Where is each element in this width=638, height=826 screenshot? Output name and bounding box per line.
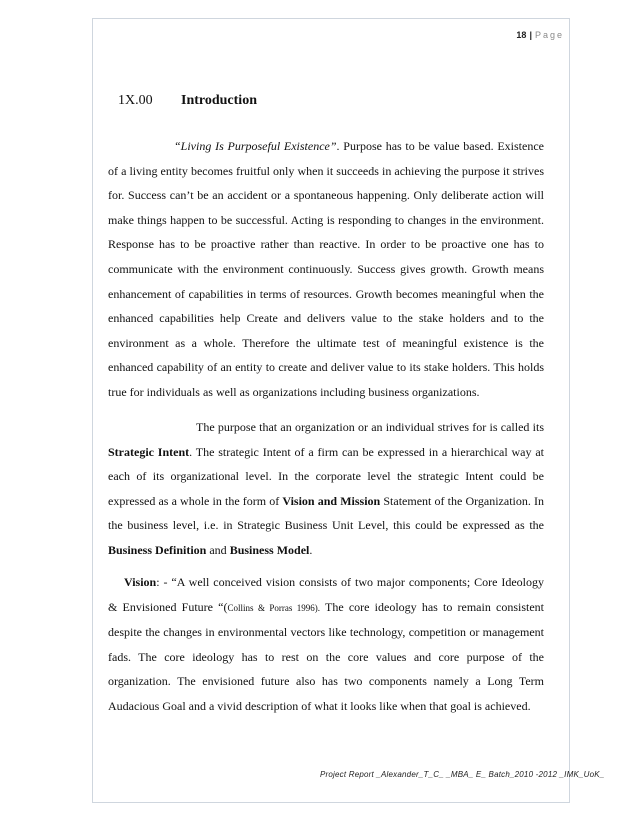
page-number-word: Page (534, 30, 564, 40)
paragraph-text: . (309, 542, 313, 557)
bold-term-vision-mission: Vision and Mission (282, 493, 381, 508)
footer-text: Project Report _Alexander_T_C_ _MBA_ E_ Batch_2010 -2012 _IMK_UoK_ (320, 770, 605, 779)
section-heading (118, 93, 257, 109)
section-title: Introduction (181, 93, 257, 108)
paragraph-text: and (206, 542, 230, 557)
paragraph-vision (108, 570, 544, 719)
page-number-separator: | (529, 30, 532, 40)
bold-term-business-model: Business Model (229, 542, 310, 557)
paragraph-text: Statement of the Organization. In the business level, i.e. in Strategic Business Unit Level, this could be expressed as the (108, 493, 544, 533)
paragraph-purpose (108, 134, 544, 405)
paragraph-strategic-intent (108, 415, 544, 563)
paragraph-text: . The strategic Intent of a firm can be expressed in a hierarchical way at each of its organizational level. In the corporate level the strategic Intent could be expressed as a whole in the form of (108, 444, 544, 508)
bold-term-strategic-intent: Strategic Intent (108, 444, 190, 459)
paragraph-text: The core ideology has to remain consistent despite the changes in environmental vectors like technology, competition or management fads. The core ideology has to rest on the core values and core purpose of the organization. The envisioned future also has two components namely a Long Term Audacious Goal and a vivid description of what it looks like when that goal is achieved. (108, 599, 544, 713)
vision-label: Vision (124, 575, 157, 589)
citation: Collins & Porras 1996). (227, 602, 321, 613)
section-number: 1X.00 (118, 93, 153, 108)
page-number-value: 18 (516, 30, 527, 40)
page-number (516, 30, 564, 40)
quote-text: “Living Is Purposeful Existence” (174, 139, 337, 153)
paragraph-text: . Purpose has to be value based. Existence of a living entity becomes fruitful only when it succeeds in achieving the purpose it strives for. Success can’t be an accident or a spontaneous happening. Only deliberate action will make things happen to be successful. Acting is responding to changes in the environment. Response has to be proactive rather than reactive. In order to be proactive one has to communicate with the environment continuously. Success gives growth. Growth means enhancement of capabilities in terms of resources. Growth becomes meaningful when the enhanced capabilities help Create and delivers value to the stake holders and to the environment as a whole. Therefore the ultimate test of meaningful existence is the enhanced capability of an entity to create and deliver value to its stake holders. This holds true for individuals as well as organizations including business organizations. (108, 139, 544, 399)
paragraph-text: The purpose that an organization or an individual strives for is called its (196, 420, 544, 434)
bold-term-business-definition: Business Definition (108, 542, 207, 557)
paragraph-text: : - “A well conceived vision consists of two major components; Core Ideology & Envisioned Future “( (108, 575, 544, 614)
